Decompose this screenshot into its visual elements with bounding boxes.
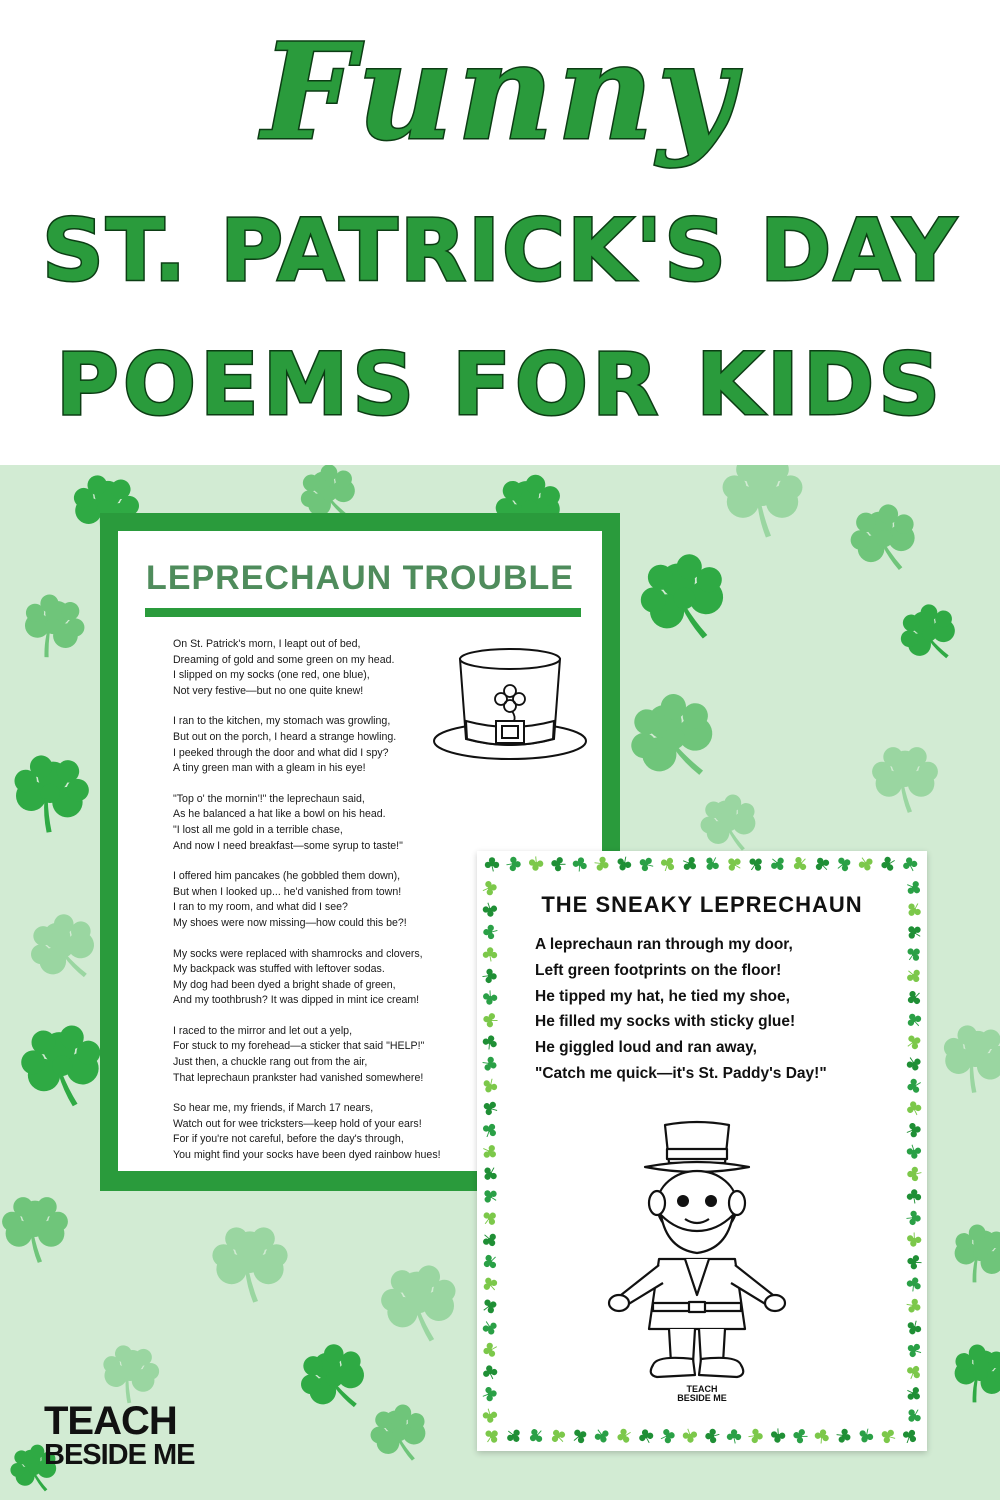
shamrock-border-icon [746, 1426, 766, 1446]
card1-title: LEPRECHAUN TROUBLE [146, 559, 574, 597]
shamrock-border-icon [901, 963, 926, 988]
poem-sneaky-leprechaun [535, 932, 827, 1087]
shamrock-border-icon [635, 1425, 657, 1447]
poem-line: Not very festive—but no one quite knew! [173, 684, 364, 697]
shamrock-icon [17, 902, 113, 998]
header [0, 0, 1000, 465]
shamrock-border-icon [904, 1142, 924, 1162]
shamrock-border-icon [504, 854, 523, 873]
leprechaun-illustration [597, 1119, 797, 1389]
poem-stanza [173, 792, 593, 854]
shamrock-border-icon [832, 852, 856, 876]
shamrock-border-icon [768, 1426, 789, 1447]
shamrock-border-icon [902, 1294, 926, 1318]
shamrock-icon [0, 1195, 70, 1265]
poem-line: He tipped my hat, he tied my shoe, [535, 987, 790, 1005]
shamrock-icon [11, 586, 94, 669]
shamrock-border-icon [477, 1139, 502, 1164]
shamrock-border-icon [478, 1118, 503, 1143]
shamrock-border-icon [590, 852, 613, 875]
poem-line: A tiny green man with a gleam in his eye! [173, 762, 366, 775]
shamrock-border-icon [810, 852, 835, 877]
poem-line: And now I need breakfast—some syrup to taste!" [173, 839, 403, 852]
shamrock-border-icon [479, 1031, 502, 1054]
poem-line: I slipped on my socks (one red, one blue), [173, 669, 370, 682]
poem-line: "Top o' the mornin'!" the leprechaun said, [173, 792, 365, 805]
shamrock-border-icon [479, 1009, 501, 1031]
shamrock-icon [889, 594, 971, 676]
teach-beside-me-logo [44, 1399, 195, 1471]
poem-line: My dog had been dyed a bright shade of green, [173, 978, 396, 991]
poem-line: And my toothbrush? It was dipped in mint ice cream! [173, 994, 420, 1007]
shamrock-border-icon [903, 1075, 925, 1097]
shamrock-border-icon [547, 853, 568, 874]
shamrock-border-icon [904, 1208, 924, 1228]
poem-line: My socks were replaced with shamrocks and clovers, [173, 947, 423, 960]
title-st-patricks-day: ST. PATRICK'S DAY [41, 201, 958, 301]
poem-line: A leprechaun ran through my door, [535, 936, 793, 953]
shamrock-border-icon [902, 1316, 926, 1340]
shamrock-border-icon [854, 1424, 878, 1448]
shamrock-border-icon [568, 1424, 592, 1448]
shamrock-icon [614, 679, 737, 802]
poem-line: For if you're not careful, before the day's through, [173, 1133, 404, 1146]
shamrock-border-icon [478, 1250, 503, 1275]
shamrock-border-icon [832, 1424, 855, 1447]
shamrock-border-icon [901, 1359, 926, 1384]
poem-line: He filled my socks with sticky glue! [535, 1013, 796, 1031]
poem-line: That leprechaun prankster had vanished somewhere! [173, 1071, 424, 1084]
shamrock-border-icon [481, 945, 500, 964]
poem-line: My shoes were now missing—how could this be?! [173, 916, 407, 929]
shamrock-border-icon [478, 1294, 502, 1318]
shamrock-border-icon [725, 1427, 743, 1445]
shamrock-border-icon [483, 855, 501, 873]
shamrock-border-icon [477, 1205, 502, 1230]
shamrock-border-icon [612, 852, 636, 876]
shamrock-border-icon [905, 1187, 924, 1206]
shamrock-border-icon [877, 853, 900, 876]
shamrock-border-icon [903, 1097, 925, 1119]
shamrock-border-icon [876, 1424, 900, 1448]
shamrock-border-icon [703, 1427, 722, 1446]
shamrock-border-icon [656, 852, 681, 877]
card2-title: THE SNEAKY LEPRECHAUN [541, 892, 863, 917]
shamrock-border-icon [526, 854, 546, 874]
shamrock-border-icon [481, 923, 500, 942]
poem-line: Watch out for wee tricksters—keep hold of your ears! [173, 1117, 422, 1130]
shamrock-border-icon [902, 986, 927, 1011]
poem-line: Left green footprints on the floor! [535, 961, 782, 979]
shamrock-icon [870, 745, 940, 815]
shamrock-icon [720, 465, 805, 540]
shamrock-border-icon [903, 1273, 926, 1296]
poem-line: On St. Patrick's morn, I leapt out of bed, [173, 638, 361, 650]
shamrock-border-icon [904, 1120, 925, 1141]
shamrock-border-icon [590, 1424, 614, 1448]
shamrock-icon [374, 1259, 467, 1352]
poem-line: For stuck to my forehead—a sticker that said "HELP!" [173, 1040, 425, 1053]
shamrock-border-icon [478, 1074, 502, 1098]
shamrock-icon [210, 1225, 290, 1305]
poem-line: I ran to the kitchen, my stomach was growling, [173, 715, 391, 728]
shamrock-border-icon [480, 988, 501, 1009]
mini-logo [477, 1385, 927, 1403]
shamrock-border-icon [480, 966, 500, 986]
poem-line: "Catch me quick—it's St. Paddy's Day!" [535, 1064, 827, 1082]
shamrock-border-icon [478, 1052, 501, 1075]
poem-line: He giggled loud and ran away, [535, 1039, 757, 1057]
shamrock-border-icon [657, 1425, 678, 1446]
poem-line: So hear me, my friends, if March 17 nears, [173, 1102, 374, 1115]
shamrock-icon [13, 1018, 111, 1116]
shamrock-icon [942, 1217, 1000, 1294]
shamrock-border-icon [523, 1423, 548, 1448]
shamrock-border-icon [478, 1316, 501, 1339]
shamrock-border-icon [854, 852, 877, 875]
shamrock-border-icon [501, 1423, 526, 1448]
poem-line: I ran to my room, and what did I see? [173, 901, 348, 914]
shamrock-border-icon [478, 1272, 502, 1296]
poem-line: Dreaming of gold and some green on my head. [173, 653, 395, 666]
poem-line: "I lost all me gold in a terrible chase, [173, 823, 343, 836]
shamrock-icon [934, 1019, 1000, 1100]
logo-line1: TEACH [44, 1399, 177, 1443]
poem-line: But out on the porch, I heard a strange howling. [173, 730, 397, 743]
shamrock-border-icon [479, 1339, 501, 1361]
shamrock-border-icon [899, 853, 921, 875]
shamrock-icon [942, 1337, 1000, 1414]
shamrock-icon [4, 749, 97, 842]
shamrock-border-icon [479, 1361, 500, 1382]
mini-logo-line1: TEACH [686, 1384, 718, 1394]
title-divider [145, 608, 581, 617]
top-hat-icon [430, 641, 590, 765]
shamrock-border-icon [903, 1251, 925, 1273]
shamrock-border-icon [765, 851, 790, 876]
poem-line: My backpack was stuffed with leftover sodas. [173, 963, 385, 976]
title-funny: Funny [261, 15, 738, 170]
sneaky-leprechaun-card [477, 851, 927, 1451]
shamrock-border-icon [569, 853, 591, 875]
poem-line: Just then, a chuckle rang out from the air, [173, 1056, 368, 1069]
poem-line: I peeked through the door and what did I spy? [173, 746, 389, 759]
poem-line: I raced to the mirror and let out a yelp, [173, 1024, 353, 1037]
shamrock-icon [362, 1397, 439, 1474]
shamrock-border-icon [898, 1424, 923, 1449]
poem-line: But when I looked up... he'd vanished from town! [173, 885, 402, 898]
shamrock-icon [627, 542, 742, 657]
mini-logo-line2: BESIDE ME [677, 1393, 727, 1403]
logo-line2: BESIDE ME [44, 1439, 195, 1471]
shamrock-border-icon [479, 1423, 504, 1448]
shamrock-border-icon [905, 1165, 923, 1183]
shamrock-border-icon [902, 1030, 926, 1054]
poem-line: As he balanced a hat like a bowl on his head. [173, 808, 386, 821]
shamrock-border-icon [478, 1096, 503, 1121]
shamrock-border-icon [743, 851, 768, 876]
shamrock-border-icon [901, 941, 926, 966]
poem-line: I offered him pancakes (he gobbled them down), [173, 870, 401, 883]
poem-line: You might find your socks have been dyed rainbow hues! [173, 1149, 441, 1162]
shamrock-icon [840, 495, 930, 585]
shamrock-border-icon [546, 1424, 571, 1449]
shamrock-border-icon [902, 1338, 927, 1363]
shamrock-border-icon [480, 1406, 499, 1425]
shamrock-border-icon [634, 852, 658, 876]
shamrock-border-icon [613, 1425, 636, 1448]
shamrock-border-icon [902, 1052, 925, 1075]
shamrock-border-icon [680, 1426, 700, 1446]
shamrock-border-icon [903, 1229, 924, 1250]
title-poems-for-kids: POEMS FOR KIDS [55, 335, 945, 435]
shamrock-border-icon [811, 1425, 833, 1447]
shamrock-border-icon [477, 1227, 502, 1252]
shamrock-border-icon [788, 852, 813, 877]
shamrock-border-icon [789, 1425, 811, 1447]
shamrock-border-icon [902, 1008, 926, 1032]
